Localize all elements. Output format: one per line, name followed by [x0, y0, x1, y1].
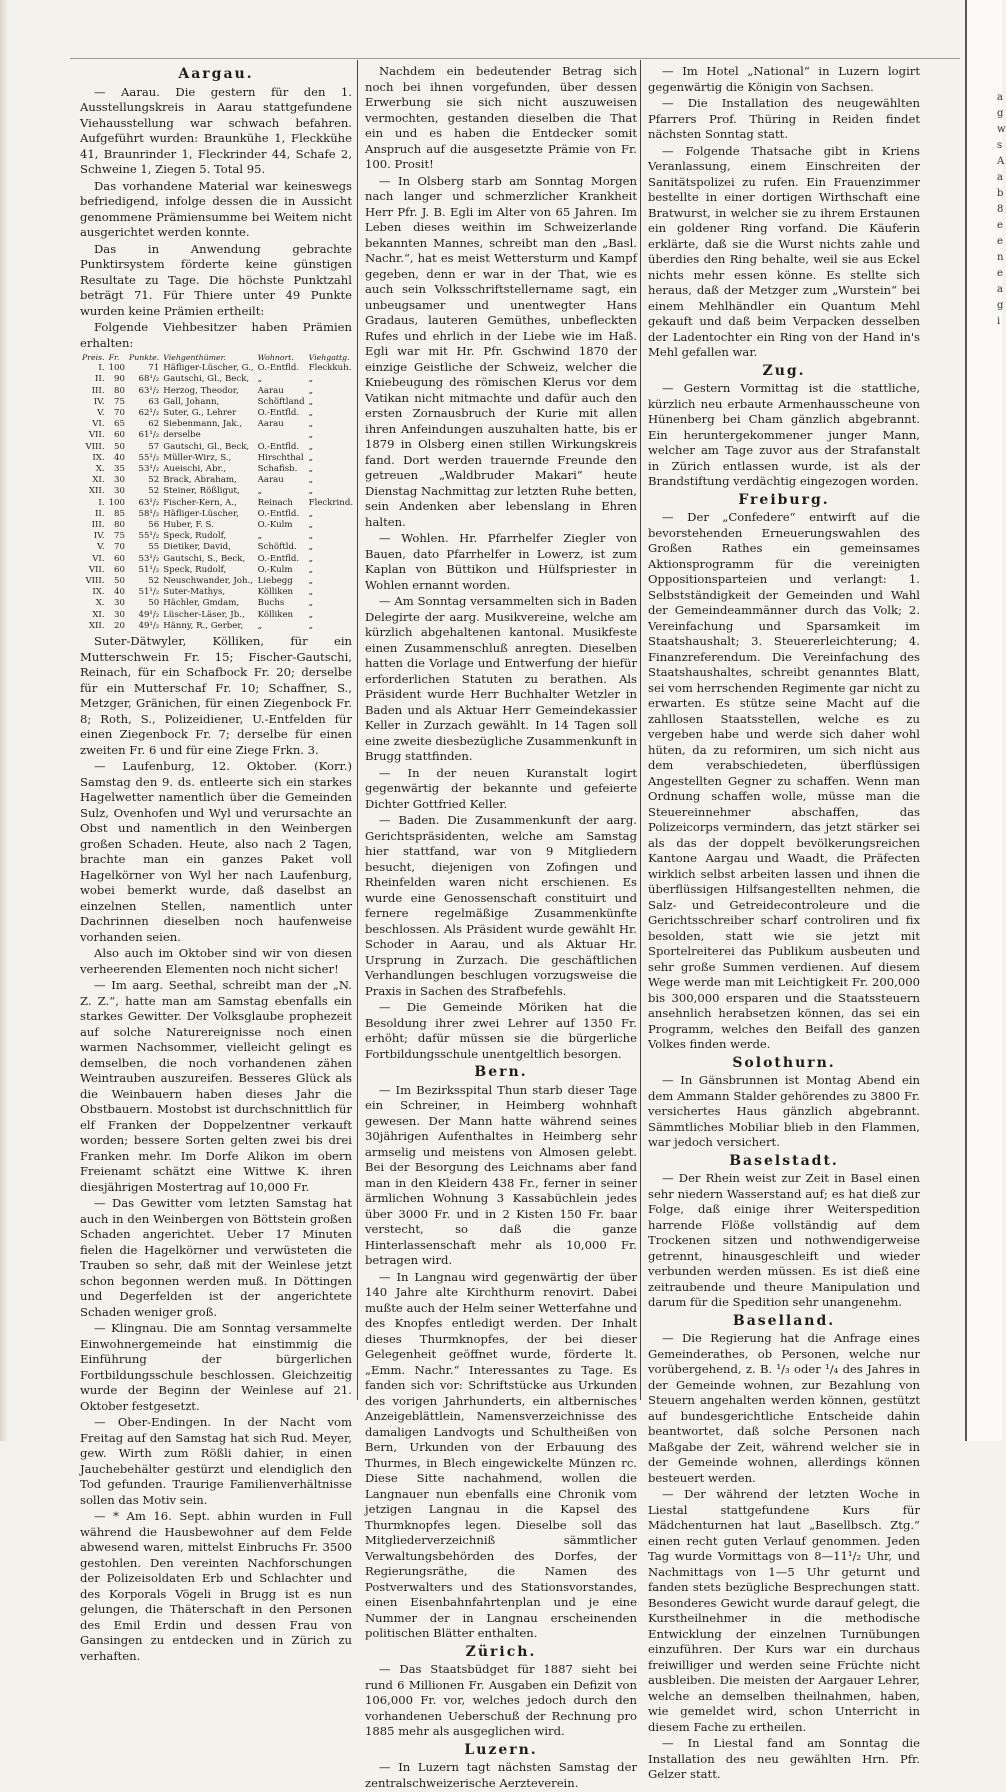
- column-3: [648, 64, 920, 1784]
- table-cell: „: [308, 620, 314, 631]
- article-paragraph: Folgende Viehbesitzer haben Prämien erhalten:: [80, 320, 352, 350]
- article-paragraph: Das in Anwendung gebrachte Punktirsystem förderte keine günstigen Resultate zu Tage. Die höchste Punktzahl beträgt 71. Für Thiere unter 49 Punkte wurden keine Prämien ertheilt:: [80, 241, 352, 318]
- prize-table-body: [80, 363, 355, 632]
- table-cell: I.: [98, 363, 105, 374]
- table-cell: „: [308, 598, 314, 609]
- prize-table-header-cell: Viehgattg.: [308, 353, 350, 362]
- article-paragraph: — Am Sonntag versammelten sich in Baden Delegirte der aarg. Musikvereine, welche am kürzlich abgehaltenen kantonal. Musikfeste einen Zusammenschluß anregten. Dieselben hatten die Vorlage und Entwerfung der hiefür erforderlichen Statuten zu berathen. Als Präsident wurde Herr Buchhalter Wetzler in Baden und als Aktuar Herr Gemeindekassier Keller in Zurzach gewählt. In 14 Tagen soll eine zweite diesbezügliche Zusammenkunft in Brugg stattfinden.: [365, 594, 638, 763]
- table-cell: 58¹/₂: [138, 508, 160, 519]
- section-heading-zug: Zug.: [762, 362, 806, 379]
- table-cell: IX.: [92, 587, 105, 598]
- table-cell: VI.: [92, 419, 105, 430]
- table-cell: O.-Kulm: [257, 564, 293, 575]
- table-cell: 50: [114, 576, 125, 587]
- table-cell: 55¹/₂: [138, 531, 160, 542]
- table-cell: 56: [148, 520, 160, 531]
- table-row: [80, 531, 355, 542]
- table-cell: 30: [114, 609, 125, 620]
- table-cell: XII.: [88, 486, 105, 497]
- table-cell: 61¹/₂: [138, 430, 160, 441]
- table-cell: II.: [95, 374, 105, 385]
- table-row: [80, 475, 355, 486]
- article-paragraph: — Im Hotel „National“ in Luzern logirt gegenwärtig die Königin von Sachsen.: [648, 64, 920, 94]
- adjacent-page-fragments: a g w s A a b 8 e e n e a g i: [997, 92, 1006, 327]
- article-paragraph: — Die Regierung hat die Anfrage eines Gemeinderathes, ob Personen, welche nur vorübergehend, z. B. ¹/₃ oder ¹/₄ des Jahres in der Gemeinde wohnen, zur Bezahlung von Steuern angehalten werden können, gestützt auf bundesgerichtliche Entscheide dahin beantwortet, daß solche Personen nach Maßgabe der Zeit, während welcher sie in der Gemeinde wohnen, allerdings können besteuert werden.: [648, 1331, 920, 1485]
- table-cell: 30: [114, 598, 125, 609]
- table-cell: III.: [91, 385, 105, 396]
- article-paragraph: — Folgende Thatsache gibt in Kriens Veranlassung, einem Einschreiten der Sanitätspolizei zu rufen. Ein Frauenzimmer bestellte in einer dortigen Wirthschaft eine Bratwurst, in welcher sie zu ihrem Erstaunen ein goldener Ring vorfand. Die Käuferin erklärte, daß sie die Wurst nichts zahle und überdies den Ring behalte, weil sie aus Eckel nichts mehr essen könne. Es stellte sich heraus, daß der Metzger zum „Wurstein“ bei einem Mehlhändler ein Quantum Mehl gekauft und daß beim Verpacken desselben der Ladentochter ein Ring von der Hand in's Mehl gefallen war.: [648, 143, 920, 359]
- table-cell: 75: [114, 396, 125, 407]
- table-cell: „: [308, 542, 314, 553]
- table-cell: 100: [108, 363, 125, 374]
- article-paragraph: — Der Rhein weist zur Zeit in Basel einen sehr niedern Wasserstand auf; es hat dieß zur Folge, daß einige ihrer Weiterspedition harrende Flöße vollständig auf dem Trockenen sitzen und nothwendigerweise getrennt, hinausgeschleift und wieder verbunden werden müssen. Es ist dieß eine zeitraubende und theure Manipulation und darum für die Spedition sehr unangenehm.: [648, 1171, 920, 1309]
- table-cell: 53¹/₂: [138, 464, 160, 475]
- table-cell: 100: [108, 497, 125, 508]
- prize-table-header-cell: Fr.: [108, 353, 120, 362]
- table-cell: „: [308, 441, 314, 452]
- section-heading-zuerich: Zürich.: [465, 1643, 537, 1660]
- table-cell: Müller-Wirz, S.,: [163, 452, 232, 463]
- table-cell: Lüscher-Läser, Jb.,: [163, 609, 245, 620]
- table-cell: Speck, Rudolf,: [163, 531, 227, 542]
- table-cell: Buchs: [257, 598, 285, 609]
- table-row: [80, 542, 355, 553]
- article-paragraph: — In Olsberg starb am Sonntag Morgen nach langer und schmerzlicher Krankheit Herr Pfr. J. B. Egli im Alter von 65 Jahren. Im Leben dieses weithin im Schweizerlande bekannten Mannes, schreibt man den „Basl. Nachr.“, hat es meist Wettersturm und Kampf gegeben, denn er war in der That, wie es auch sein Volksschriftstellername sagt, ein unbeugsamer und unentwegter Hans Gradaus, lauteren Gemüthes, unbefleckten Rufes und ehrlich in der Liebe wie im Haß. Egli war mit Hr. Pfr. Gschwind 1870 der einzige Geistliche der Schweiz, welcher die Kniebeugung des römischen Klerus vor dem Vatikan nicht mitmachte und dafür auch den ersten Zornausbruch der Kurie mit allen ihren Anfeindungen auszuhalten hatte, bis er 1879 in Olsberg einen stillen Wirkungskreis fand. Dort werden trauernde Freunde den getreuen „Waldbruder Makari“ heute Dienstag Nachmittag zur letzten Ruhe betten, sein Andenken aber lebenslang in Ehren halten.: [365, 173, 637, 529]
- table-cell: Dietiker, David,: [163, 542, 231, 553]
- table-cell: Kölliken: [257, 609, 294, 620]
- table-cell: Hächler, Gmdam,: [163, 598, 240, 609]
- table-cell: 60: [114, 430, 125, 441]
- table-cell: II.: [95, 508, 105, 519]
- article-paragraph: — * Am 16. Sept. abhin wurden in Full während die Hausbewohner auf dem Felde abwesend waren, mittelst Einbruchs Fr. 3500 gestohlen. Den vereinten Nachforschungen der Polizeisoldaten Erb und Schlachter und des Korporals Vögeli in Brugg ist es nun gelungen, die Thäterschaft in den Personen des Emil Erdin und dessen Frau von Gansingen zu entdecken und in Zürich zu verhaften.: [80, 1509, 352, 1663]
- table-cell: X.: [95, 598, 105, 609]
- article-paragraph: — Im aarg. Seethal, schreibt man der „N. Z. Z.“, hatte man am Samstag ebenfalls ein starkes Gewitter. Der Volksglaube prophezeit auf solche Naturereignisse noch einen warmen Nachsommer, vielleicht gelingt es demselben, die noch vorhandenen zähen Weintrauben auszureifen. Besseres Glück als die Weinbauern haben dieses Jahr die Obstbauern. Mostobst ist durchschnittlich für elf Franken der Doppelzentner verkauft worden; bessere Sorten gelten zwei bis drei Franken mehr. Im Dorfe Alikon im obern Freienamt schätzt eine Wittwe K. ihren diesjährigen Mostertrag auf 10,000 Fr.: [80, 978, 352, 1194]
- page-fold-shadow: [0, 0, 8, 1441]
- table-row: [80, 486, 355, 497]
- table-cell: „: [308, 587, 314, 598]
- article-paragraph: — In Liestal fand am Sonntag die Installation des neu gewählten Hrn. Pfr. Gelzer statt.: [648, 1736, 920, 1781]
- table-cell: 49¹/₂: [138, 609, 160, 620]
- article-paragraph: — Ober-Endingen. In der Nacht vom Freitag auf den Samstag hat sich Rud. Meyer, gew. Wirth zum Rößli dahier, in einen Jauchebehälter gestürzt und elendiglich den Tod gefunden. Traurige Familienverhältnisse sollen das Motiv sein.: [80, 1415, 352, 1507]
- table-row: [80, 363, 355, 374]
- section-heading-baselstadt: Baselstadt.: [729, 1152, 839, 1169]
- column-rule-2: [640, 60, 641, 1400]
- article-paragraph: — Klingnau. Die am Sonntag versammelte Einwohnergemeinde hat einstimmig die Einführung der bürgerlichen Fortbildungsschule beschlossen. Gleichzeitig wurde der Beginn der Weinlese auf 21. Oktober festgesetzt.: [80, 1321, 352, 1413]
- column-1: [80, 64, 352, 1665]
- table-cell: Häfliger-Lüscher, G.,: [163, 363, 254, 374]
- table-cell: 30: [114, 486, 125, 497]
- table-cell: VII.: [88, 564, 105, 575]
- table-row: [80, 397, 355, 408]
- table-cell: 80: [114, 385, 125, 396]
- table-cell: X.: [95, 464, 105, 475]
- table-cell: XI.: [92, 475, 105, 486]
- article-paragraph: — In Luzern tagt nächsten Samstag der zentralschweizerische Aerzteverein.: [365, 1760, 637, 1790]
- section-heading-baselland: Baselland.: [732, 1312, 836, 1329]
- table-cell: O.-Entfld.: [257, 408, 300, 419]
- table-cell: Schöftland: [257, 396, 305, 407]
- table-cell: 65: [114, 419, 125, 430]
- article-paragraph: — Baden. Die Zusammenkunft der aarg. Gerichtspräsidenten, welche am Samstag hier stattfand, war von 9 Mitgliedern besucht, diejenigen von Zofingen und Rheinfelden waren nicht erschienen. Es wurde eine Genossenschaft constituirt und fernere regelmäßige Zusammenkünfte beschlossen. Als Präsident wurde gewählt Hr. Schoder in Aarau, und als Aktuar Hr. Ursprung in Zurzach. Die geschäftlichen Verhandlungen beschlugen vorzugsweise die Praxis in Sachen des Strafbefehls.: [365, 813, 637, 998]
- table-cell: „: [308, 408, 314, 419]
- table-cell: 85: [114, 508, 125, 519]
- table-cell: 50: [114, 441, 125, 452]
- table-cell: 30: [114, 475, 125, 486]
- table-cell: Aarau: [257, 385, 284, 396]
- table-row: [80, 430, 355, 441]
- top-rule: [70, 58, 960, 59]
- article-paragraph: Also auch im Oktober sind wir von diesen verheerenden Elementen noch nicht sicher!: [80, 946, 352, 976]
- table-cell: VIII.: [85, 441, 105, 452]
- section-heading-bern: Bern.: [474, 1064, 528, 1080]
- table-cell: 53¹/₂: [138, 553, 160, 564]
- table-cell: 63: [148, 396, 160, 407]
- prize-table-header: [80, 352, 355, 363]
- table-row: [80, 565, 355, 576]
- table-cell: 70: [114, 408, 125, 419]
- table-row: [80, 520, 355, 531]
- table-cell: „: [308, 464, 314, 475]
- table-cell: Speck, Rudolf,: [163, 564, 227, 575]
- table-cell: Fleckkuh.: [308, 363, 352, 374]
- table-cell: 52: [148, 576, 160, 587]
- table-cell: 40: [114, 587, 125, 598]
- table-cell: 75: [114, 531, 125, 542]
- table-cell: „: [308, 531, 314, 542]
- table-cell: Reinach: [257, 497, 293, 508]
- article-paragraph: — Wohlen. Hr. Pfarrhelfer Ziegler von Bauen, dato Pfarrhelfer in Lowerz, ist zum Kaplan von Büttikon und Hülfspriester in Wohlen ernannt worden.: [365, 531, 637, 592]
- table-cell: O.-Entfld.: [257, 441, 300, 452]
- table-cell: „: [257, 486, 263, 497]
- article-paragraph: — Laufenburg, 12. Oktober. (Korr.) Samstag den 9. ds. entleerte sich ein starkes Hagelwetter namentlich über die Gemeinden Sulz, Ovenhofen und Wyl und verursachte an Obst und namentlich in den Weinbergen großen Schaden. Heute, also nach 2 Tagen, brachte man ein ganzes Paket voll Hagelkörner von Wyl her nach Laufenburg, wobei bemerkt wurde, daß daselbst an einzelnen Stellen, namentlich unter Dachrinnen dieselben noch haufenweise vorhanden seien.: [80, 759, 352, 944]
- prize-table: [80, 352, 355, 632]
- table-cell: XII.: [88, 620, 105, 631]
- table-cell: 57: [148, 441, 160, 452]
- table-cell: VIII.: [85, 576, 105, 587]
- article-paragraph: — Das Gewitter vom letzten Samstag hat auch in den Weinbergen von Böttstein großen Schaden angerichtet. Ueber 17 Minuten fielen die Hagelkörner und verwüsteten die Trauben so sehr, daß mit der Weinlese jetzt schon begonnen werden muß. In Döttingen und Degerfelden ist der angerichtete Schaden weniger groß.: [80, 1196, 352, 1319]
- section-heading-solothurn: Solothurn.: [732, 1054, 836, 1071]
- table-cell: 62¹/₂: [138, 408, 160, 419]
- article-paragraph: — Gestern Vormittag ist die stattliche, kürzlich neu erbaute Armenhausscheune von Hünenberg bei Cham gänzlich abgebrannt. Ein heruntergekommener junger Mann, welcher am Tage zuvor aus der Strafanstalt in Zürich entlassen wurde, ist als der Brandstiftung verdächtig eingezogen worden.: [648, 381, 920, 488]
- table-cell: 55: [148, 542, 160, 553]
- table-cell: Gautschi, Gl., Beck,: [163, 374, 250, 385]
- table-cell: „: [308, 508, 314, 519]
- table-cell: Liebegg: [257, 576, 293, 587]
- table-cell: Häfliger-Lüscher,: [163, 508, 239, 519]
- table-cell: 60: [114, 564, 125, 575]
- table-cell: Suter-Mathys,: [163, 587, 226, 598]
- table-cell: „: [308, 419, 314, 430]
- table-cell: 68¹/₂: [138, 374, 160, 385]
- table-row: [80, 610, 355, 621]
- table-cell: Herzog, Theodor,: [163, 385, 239, 396]
- table-cell: 80: [114, 520, 125, 531]
- table-cell: 52: [148, 486, 160, 497]
- table-cell: „: [308, 576, 314, 587]
- table-cell: „: [308, 553, 314, 564]
- table-cell: 35: [114, 464, 125, 475]
- table-cell: derselbe: [163, 430, 201, 441]
- table-row: [80, 374, 355, 385]
- table-row: [80, 453, 355, 464]
- table-cell: „: [257, 374, 263, 385]
- article-paragraph: Nachdem ein bedeutender Betrag sich noch bei ihnen vorgefunden, über dessen Erwerbung sie sich nicht auszuweisen vermochten, gestanden dieselben die That ein und es haben die Entdecker somit Anspruch auf die ausgesetzte Prämie von Fr. 100. Prosit!: [365, 64, 637, 171]
- table-cell: Schöftld.: [257, 542, 297, 553]
- table-cell: IV.: [93, 396, 105, 407]
- article-paragraph: — Der „Confedere“ entwirft auf die bevorstehenden Erneuerungswahlen des Großen Rathes ein gemeinsames Aktionsprogramm für die vereinigten Oppositionsparteien und verlangt: 1. Selbstständigkeit der Gemeinden und Wahl der Gemeindeammänner durch das Volk; 2. Vereinfachung und Sparsamkeit im Staatshaushalt; 3. Steuererleichterung; 4. Finanzreferendum. Die Vereinfachung des Staatshaushaltes, schreibt genanntes Blatt, sei vom herrschenden Regimente gar nicht zu erwarten. Es stütze seine Macht auf die zahllosen Staatsstellen, welche es zu vergeben habe und werde sich daher wohl hüten, da zu reformiren, um sich nicht aus dem verabschiedeten, überflüssigen Angestellten Gegner zu schaffen. Wenn man Ordnung schaffen wolle, müsse man die Steuereinnehmer abschaffen, das Polizeicorps vermindern, das jetzt stärker sei als das der doppelt bevölkerungsreichen Kantone Aargau und Waadt, die Präfecten wirklich selbst arbeiten lassen und ihnen die überflüssigen Hilfsangestellten nehmen, die Salz- und Getreidecontroleure und die Gerichtsschreiber scharf controliren und fix besolden, statt wie sie jetzt mit Sportelreiterei das Publikum ausbeuten und sehr große Summen verdienen. Auf diesem Wege werde man mit Leichtigkeit Fr. 200,000 bis 300,000 ersparen und die Staatssteuern ansehnlich herabsetzen können, das sei ein Programm, welches den Beifall des ganzen Volkes finden werde.: [648, 510, 920, 1051]
- adjacent-page-edge: [965, 0, 1006, 1441]
- article-paragraph: — Im Bezirksspital Thun starb dieser Tage ein Schreiner, in Heimberg wohnhaft gewesen. Der Mann hatte während seines 30jährigen Aufenthaltes in Heimberg sehr armselig und meistens von Almosen gelebt. Bei der Besorgung des Leichnams aber fand man in den Kleidern 438 Fr., ferner in seiner ärmlichen Wohnung 3 Kassabüchlein jedes über 3000 Fr. und in 2 Kisten 150 Fr. baar verstecht, so daß die ganze Hinterlassenschaft mehr als 10,000 Fr. betragen wird.: [365, 1082, 637, 1267]
- article-paragraph: — In der neuen Kuranstalt logirt gegenwärtig der bekannte und gefeierte Dichter Gottfried Keller.: [365, 765, 637, 811]
- table-cell: 55¹/₂: [138, 452, 160, 463]
- prize-table-header-cell: Wohnort.: [257, 353, 294, 362]
- prize-table-header-cell: Viehgenthümer.: [163, 353, 227, 362]
- table-cell: III.: [91, 520, 105, 531]
- table-cell: 60: [114, 553, 125, 564]
- table-cell: 51¹/₂: [138, 587, 160, 598]
- table-row: [80, 509, 355, 520]
- table-cell: O.-Kulm: [257, 520, 293, 531]
- table-cell: Fleckrind.: [308, 497, 354, 508]
- table-cell: „: [308, 374, 314, 385]
- column-2: [365, 64, 637, 1792]
- table-cell: 70: [114, 542, 125, 553]
- table-row: [80, 587, 355, 598]
- table-cell: 62: [148, 419, 160, 430]
- table-cell: Gautschi, S., Beck,: [163, 553, 246, 564]
- table-cell: Aueischi, Abr.,: [163, 464, 227, 475]
- section-heading-luzern: Luzern.: [464, 1741, 538, 1758]
- table-cell: Hänny, R., Gerber,: [163, 620, 244, 631]
- table-cell: 90: [114, 374, 125, 385]
- table-cell: 52: [148, 475, 160, 486]
- article-paragraph: — Das Staatsbüdget für 1887 sieht bei rund 6 Millionen Fr. Ausgaben ein Defizit von 106,000 Fr. vor, welches jedoch durch den vorhandenen Ueberschuß der Rechnung pro 1885 mehr als ausgeglichen wird.: [365, 1662, 637, 1738]
- table-cell: 51¹/₂: [138, 564, 160, 575]
- table-cell: XI.: [92, 609, 105, 620]
- table-row: [80, 498, 355, 509]
- table-cell: 50: [148, 598, 160, 609]
- table-row: [80, 598, 355, 609]
- prize-table-header-cell: Punkte.: [128, 353, 160, 362]
- table-cell: Gall, Johann,: [163, 396, 220, 407]
- table-cell: Aarau: [257, 475, 284, 486]
- section-heading-aargau: Aargau.: [178, 66, 254, 82]
- table-cell: „: [308, 385, 314, 396]
- article-paragraph: Suter-Dätwyler, Kölliken, für ein Mutterschwein Fr. 15; Fischer-Gautschi, Reinach, für ein Schafbock Fr. 20; derselbe für ein Mutterschaf Fr. 10; Schaffner, S., Metzger, Gränichen, für einen Ziegenbock Fr. 8; Roth, S., Polizeidiener, U.-Entfelden für einen Ziegenbock Fr. 7; derselbe für einen zweiten Fr. 6 und für eine Ziege Frkn. 3.: [80, 634, 352, 757]
- table-cell: V.: [97, 408, 105, 419]
- table-row: [80, 576, 355, 587]
- table-cell: Huber, F. S.: [163, 520, 214, 531]
- table-cell: Suter, G., Lehrer: [163, 408, 237, 419]
- article-paragraph: — Die Gemeinde Möriken hat die Besoldung ihrer zwei Lehrer auf 1350 Fr. erhöht; dafür müssen sie die bürgerliche Fortbildungsschule unentgeltlich besorgen.: [365, 1000, 637, 1061]
- table-row: [80, 464, 355, 475]
- table-cell: V.: [97, 542, 105, 553]
- table-cell: I.: [98, 497, 105, 508]
- table-cell: „: [308, 520, 314, 531]
- section-heading-freiburg: Freiburg.: [738, 491, 830, 508]
- table-cell: 49¹/₂: [138, 620, 160, 631]
- table-cell: „: [308, 475, 314, 486]
- table-cell: „: [308, 452, 314, 463]
- table-cell: „: [308, 609, 314, 620]
- table-cell: O.-Entfld.: [257, 508, 300, 519]
- article-paragraph: — Die Installation des neugewählten Pfarrers Prof. Thüring in Reiden findet nächsten Sonntag statt.: [648, 96, 920, 141]
- table-cell: VI.: [92, 553, 105, 564]
- prize-table-header-cell: Preis.: [82, 353, 105, 362]
- table-row: [80, 621, 355, 632]
- table-cell: Fischer-Kern, A.,: [163, 497, 237, 508]
- article-paragraph: — Der während der letzten Woche in Liestal stattgefundene Kurs für Mädchenturnen hat laut „Basellbsch. Ztg.“ einen recht guten Verlauf genommen. Jeden Tag wurde Vormittags von 8—11¹/₂ Uhr, und Nachmittags von 1—5 Uhr geturnt und fanden stets bezügliche Besprechungen statt. Besonderes Gewicht wurde darauf gelegt, die Kurstheilnehmer in die methodische Entwicklung der einzelnen Turnübungen einzuführen. Der Kurs war ein durchaus freiwilliger und werden seine Früchte nicht ausbleiben. Die meisten der Aargauer Lehrer, welche an demselben theilnahmen, haben, wie gemeldet wird, schon Unterricht in diesem Fache zu ertheilen.: [648, 1487, 920, 1734]
- article-paragraph: Das vorhandene Material war keineswegs befriedigend, infolge dessen die in Aussicht genommene Prämiensumme bei Weitem nicht ausgerichtet werden konnte.: [80, 178, 352, 239]
- table-row: [80, 386, 355, 397]
- table-cell: VII.: [88, 430, 105, 441]
- table-cell: „: [257, 531, 263, 542]
- table-cell: Steiner, Rößligut,: [163, 486, 240, 497]
- table-row: [80, 408, 355, 419]
- table-cell: „: [308, 486, 314, 497]
- table-cell: 40: [114, 452, 125, 463]
- table-cell: 71: [148, 363, 160, 374]
- table-cell: IX.: [92, 452, 105, 463]
- article-paragraph: — Aarau. Die gestern für den 1. Ausstellungskreis in Aarau stattgefundene Viehausstellung war schwach befahren. Aufgeführt wurden: Braunkühe 1, Fleckkühe 41, Braunrinder 1, Fleckrinder 44, Schafe 2, Schweine 1, Ziegen 5. Total 95.: [80, 84, 352, 176]
- table-row: [80, 419, 355, 430]
- table-cell: Gautschi, Gl., Beck,: [163, 441, 250, 452]
- table-cell: „: [308, 430, 314, 441]
- table-cell: Siebenmann, Jak.,: [163, 419, 243, 430]
- table-cell: Schafisb.: [257, 464, 298, 475]
- column-rule-1: [357, 60, 358, 1400]
- table-cell: „: [257, 620, 263, 631]
- table-cell: „: [308, 564, 314, 575]
- table-cell: Hirschthal: [257, 452, 304, 463]
- table-row: [80, 442, 355, 453]
- table-cell: Aarau: [257, 419, 284, 430]
- table-cell: O.-Entfld.: [257, 553, 300, 564]
- table-cell: 63¹/₂: [138, 497, 160, 508]
- table-row: [80, 554, 355, 565]
- article-paragraph: — In Gänsbrunnen ist Montag Abend ein dem Ammann Stalder gehörendes zu 3800 Fr. versichertes Haus gänzlich abgebrannt. Sämmtliches Mobiliar blieb in den Flammen, war jedoch versichert.: [648, 1073, 920, 1149]
- table-cell: Neuschwander, Joh.,: [163, 576, 253, 587]
- table-cell: Kölliken: [257, 587, 294, 598]
- table-cell: Brack, Abraham,: [163, 475, 237, 486]
- table-cell: 20: [114, 620, 125, 631]
- table-cell: 63¹/₂: [138, 385, 160, 396]
- table-cell: O.-Entfld.: [257, 363, 300, 374]
- table-cell: [256, 430, 307, 441]
- table-cell: „: [308, 396, 314, 407]
- table-cell: IV.: [93, 531, 105, 542]
- article-paragraph: — In Langnau wird gegenwärtig der über 140 Jahre alte Kirchthurm renovirt. Dabei mußte auch der Helm seiner Wetterfahne und des Knopfes entledigt werden. Der Inhalt dieses Thurmknopfes, der bei dieser Gelegenheit geöffnet wurde, förderte lt. „Emm. Nachr.“ Interessantes zu Tage. Es fanden sich vor: Schriftstücke aus Urkunden des vorigen Jahrhunderts, ein altbernisches Anzeigeblättlein, Namensverzeichnisse des damaligen Landvogts und Schultheißen von Bern, Urkunden von der Erbauung des Thurmes, in Blech eingewickelte Münzen rc. Diese Sitte nachahmend, wollen die Langnauer nun ebenfalls eine Chronik vom jetzigen Langnau in die Kapsel des Thurmknopfes legen. Dieselbe soll das Mitgliederverzeichniß sämmtlicher Verwaltungsbehörden des Dorfes, der Regierungsräthe, die Namen des Postverwalters und des Stationsvorstandes, einen Eisenbahnfahrtenplan und je eine Nummer der in Langnau erscheinenden politischen Blätter enthalten.: [365, 1269, 637, 1640]
